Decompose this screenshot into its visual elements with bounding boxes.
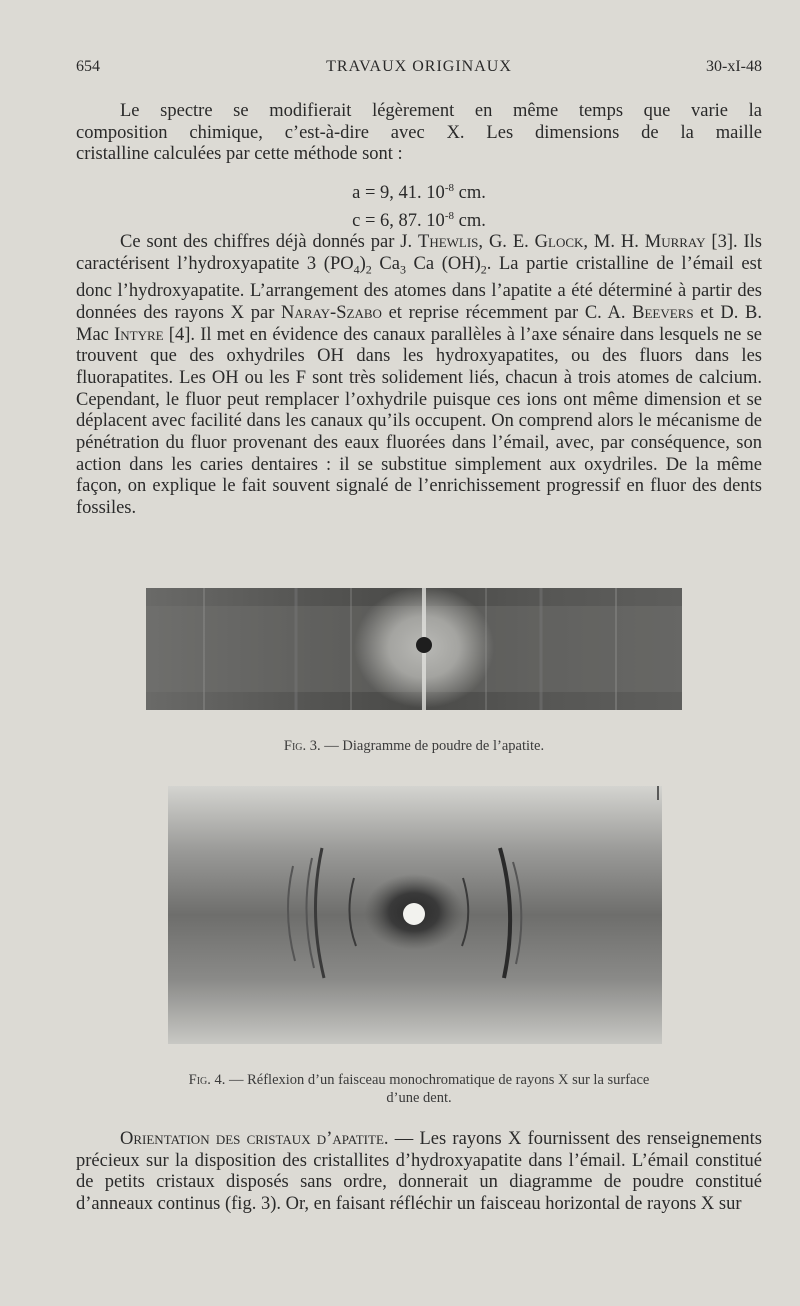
figure-4-image [168, 786, 662, 1044]
figure-4-caption-line-2: d’une dent. [386, 1090, 452, 1106]
issue-date: 30-xI-48 [706, 58, 762, 75]
running-header [76, 58, 762, 82]
figure-4-reflection-image [168, 786, 662, 1044]
paragraph-2 [76, 232, 762, 520]
formula-c: c = 6, 87. $10^{-8}$ cm. [352, 210, 486, 232]
para1-line-1: Le spectre se modifierait légèrement en même temps que varie la [120, 101, 762, 121]
figure-4-caption [76, 1071, 762, 1107]
section-heading: Orientation des cristaux d’apatite. [120, 1129, 389, 1149]
paragraph-3 [76, 1129, 762, 1216]
formula-a: a = 9, 41. $10^{-8}$ cm. [352, 182, 486, 204]
para1-line-2: composition chimique, c’est-à-dire avec X. Les dimensions de la maille [76, 122, 762, 143]
para2-text: Ce sont des chiffres déjà donnés par J. Thewlis, G. E. Glock, M. H. Murray [3]. Ils caractérisent l’hydroxyapatite 3 $(PO_4)_2$ $Ca_3$ Ca $(OH)_2$. La partie cristalline de l’émail est donc l’hydroxyapatite. L’arrangement des atomes dans l’apatite a été déterminé à partir des données des rayons X par Naray-Szabo et reprise récemment par C. A. Beevers et D. B. Mac Intyre [4]. Il met en évidence des canaux parallèles à l’axe sénaire dans lesquels ne se trouvent que des oxhydriles OH dans les hydroxyapatites, ou des fluors dans les fluorapatites. Les OH ou les F sont très solidement liés, chacun à trois atomes de calcium. Cependant, le fluor peut remplacer l’oxhydrile puisque ces ions ont même dimension et se déplacent avec facilité dans les canaux qu’ils occupent. On comprend alors le mécanisme de pénétration du fluor provenant des eaux fluorées dans l’émail, avec, par conséquence, son action dans les caries dentaires : il se substitue simplement aux oxydriles. De la même façon, on explique le fait souvent signalé de l’enrichissement progressif en fluor des dents fossiles. [76, 232, 763, 519]
figure-3-caption: Fig. 3. — Diagramme de poudre de l’apatite. [283, 738, 545, 754]
page-number: 654 [76, 58, 100, 75]
paragraph-1 [76, 101, 762, 166]
figure-3-image [146, 588, 682, 710]
para3-text: Orientation des cristaux d’apatite. — Les rayons X fournissent des renseignements précieux sur la disposition des cristallites d’hydroxyapatite dans l’émail. L’émail constitué de petits cristaux disposés sans ordre, donnerait un diagramme de poudre constitué d’anneaux continus (fig. 3). Or, en faisant réfléchir un faisceau horizontal de rayons X sur [76, 1129, 762, 1215]
lattice-formula [76, 177, 762, 233]
running-title: TRAVAUX ORIGINAUX [326, 58, 512, 75]
para1-line-3: cristalline calculées par cette méthode sont : [76, 144, 403, 165]
figure-4-caption-line-1: Fig. 4. — Réflexion d’un faisceau monochromatique de rayons X sur la surface [188, 1072, 650, 1088]
figure-3-powder-diagram [146, 588, 682, 710]
